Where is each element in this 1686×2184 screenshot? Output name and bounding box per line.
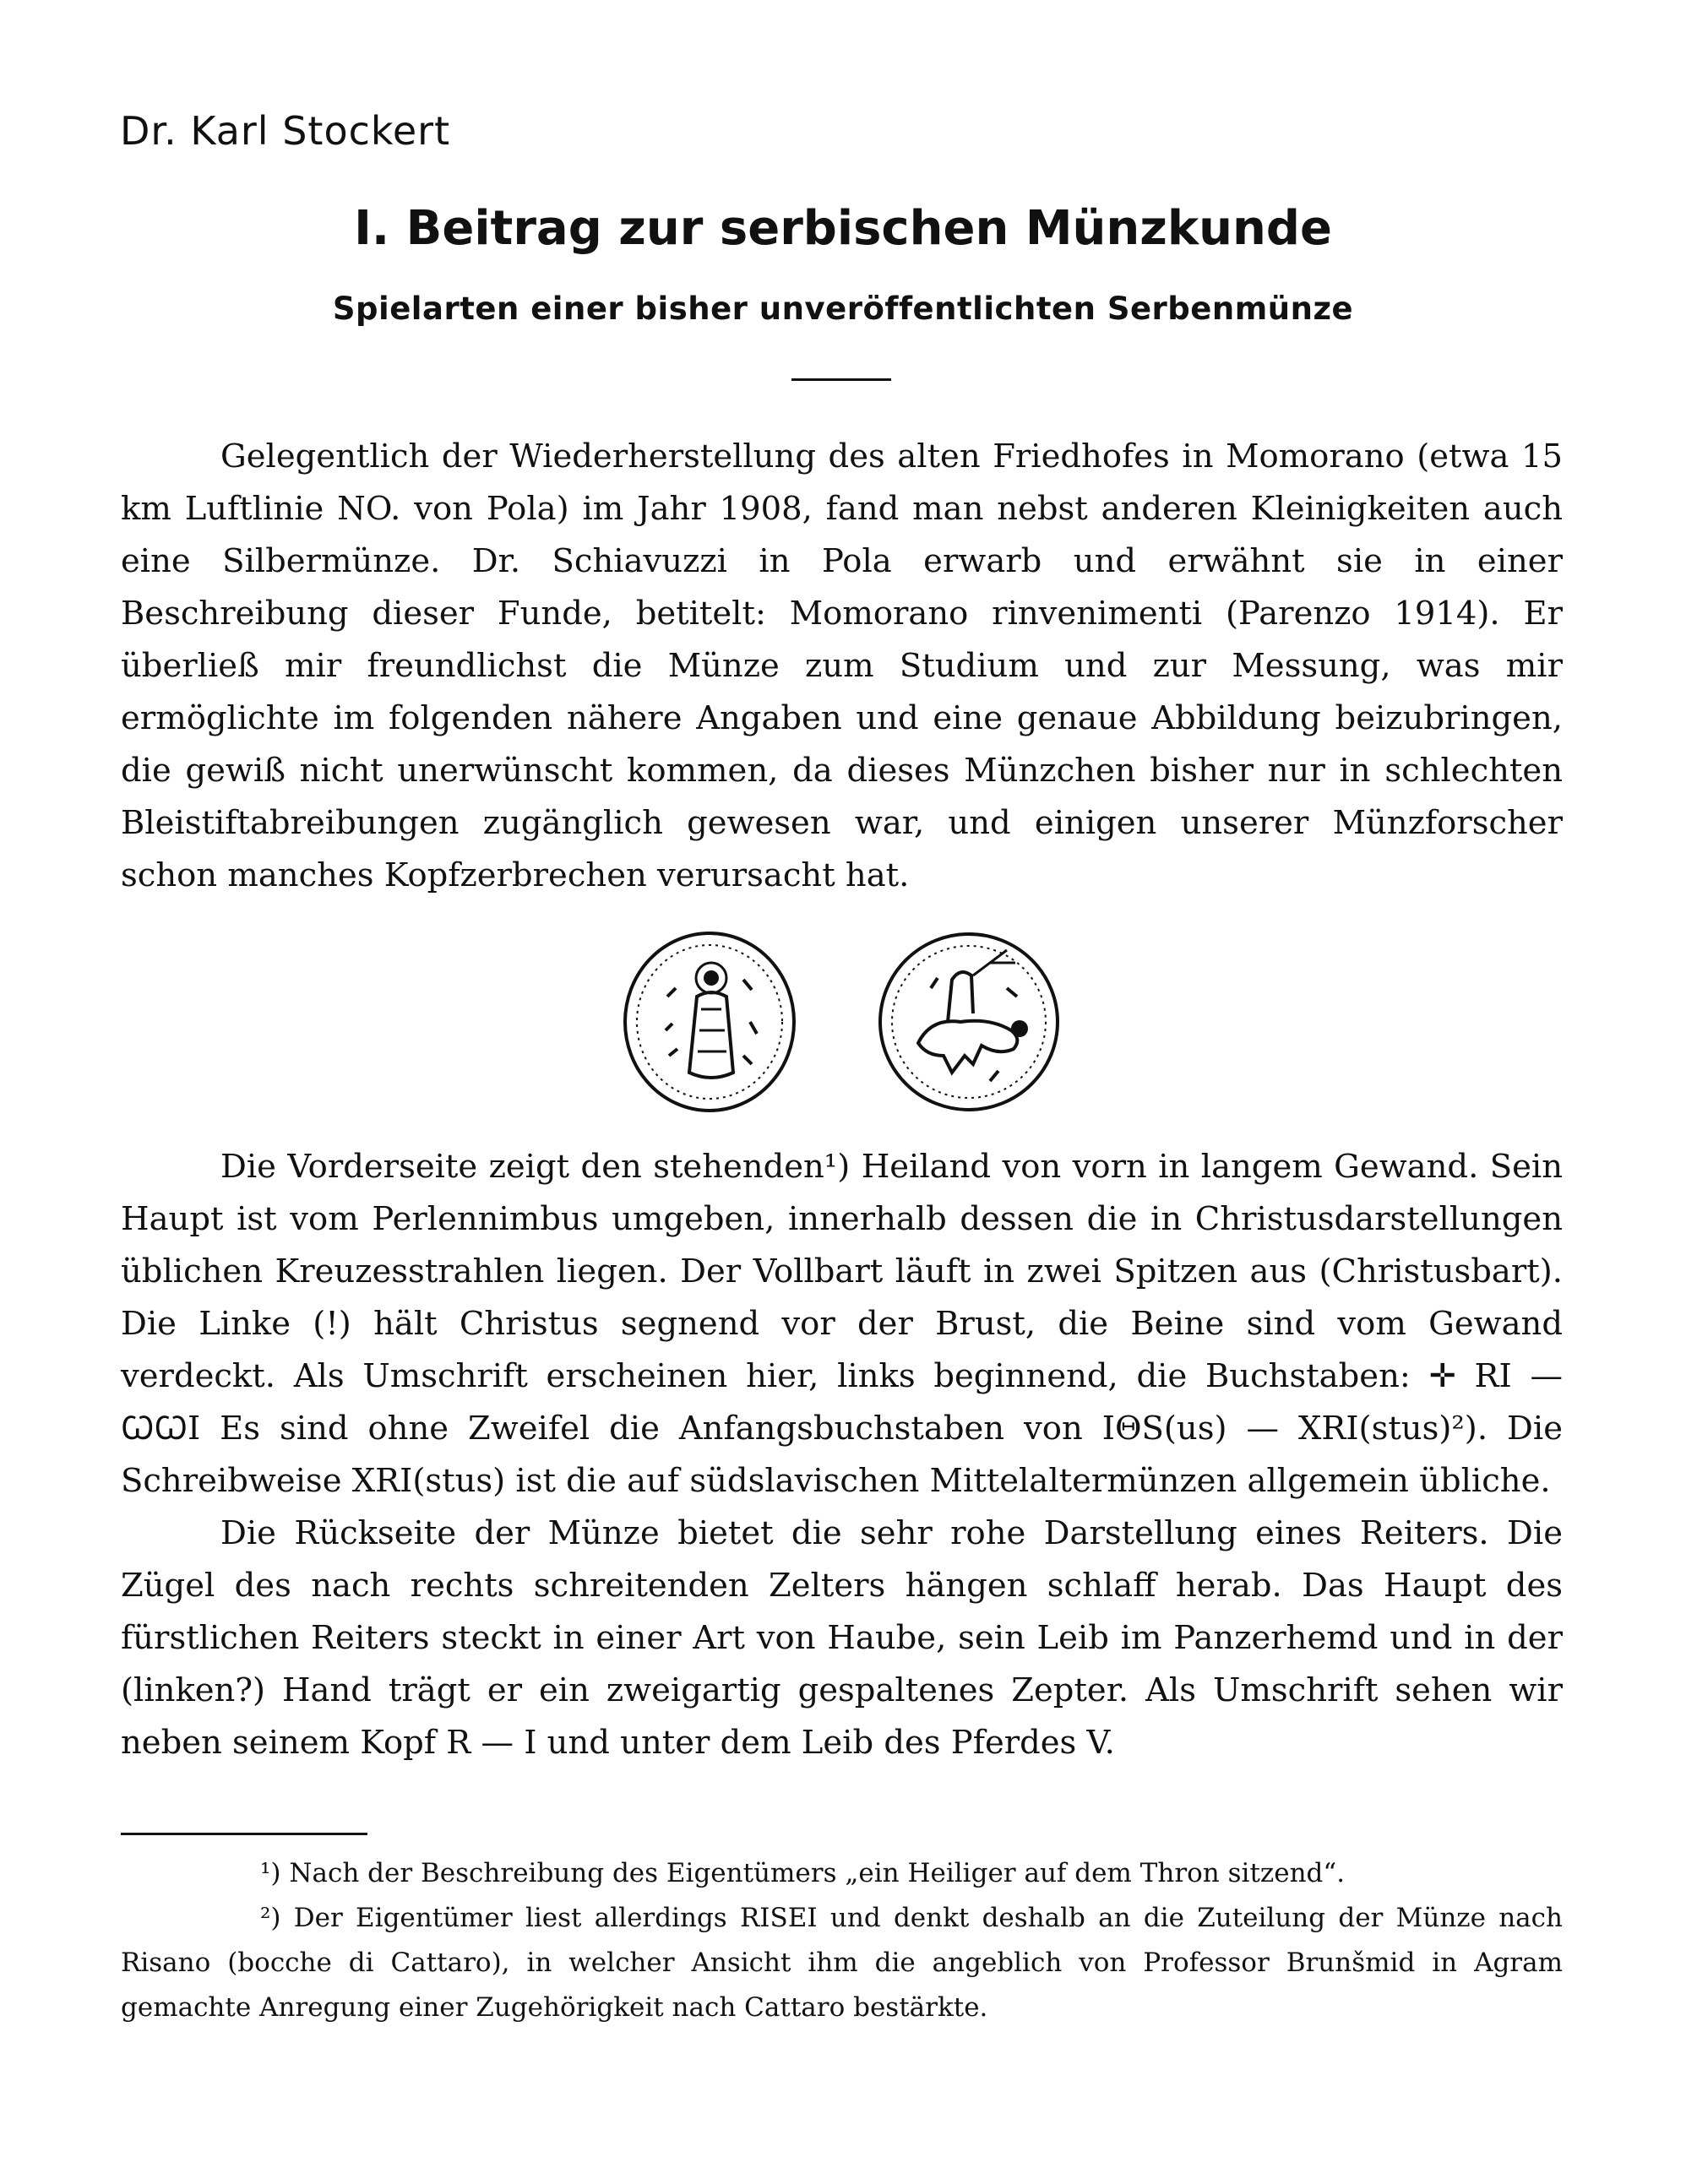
footnote-divider — [121, 1833, 367, 1835]
title-divider — [791, 378, 891, 381]
footnotes — [121, 1851, 1563, 2030]
footnote-1: ¹) Nach der Beschreibung des Eigentümers „ein Heiliger auf dem Thron sitzend“. — [260, 1858, 1346, 1888]
footnote-2: ²) Der Eigentümer liest allerdings RISEI und denkt deshalb an die Zuteilung der Münze nach Risano (bocche di Cattaro), in welcher Ansicht ihm die angeblich von Professor Brunšmid in Agram gemachte Anregung einer Zugehörigkeit nach Cattaro bestärkte. — [121, 1903, 1563, 2023]
author-name: Dr. Karl Stockert — [120, 108, 451, 154]
paragraph-1: Gelegentlich der Wiederherstellung des alten Friedhofes in Momorano (etwa 15 km Luftlinie NO. von Pola) im Jahr 1908, fand man nebst anderen Kleinigkeiten auch eine Silbermünze. Dr. Schiavuzzi in Pola erwarb und erwähnt sie in einer Beschreibung dieser Funde, betitelt: Momorano rinvenimenti (Parenzo 1914). Er überließ mir freundlichst die Münze zum Studium und zur Messung, was mir ermöglichte im folgenden nähere Angaben und eine genaue Abbildung beizubringen, die gewiß nicht unerwünscht kommen, da dieses Münzchen bisher nur in schlechten Bleistiftabreibungen zugänglich gewesen war, und einigen unserer Münzforscher schon manches Kopfzerbrechen verursacht hat. — [121, 437, 1563, 894]
coin-obverse-image — [617, 929, 802, 1115]
body-section-1 — [121, 431, 1563, 902]
coin-illustration — [583, 929, 1107, 1123]
coin-reverse-image — [872, 929, 1066, 1115]
paragraph-3: Die Rückseite der Münze bietet die sehr rohe Darstellung eines Reiters. Die Zügel des nach rechts schreitenden Zelters hängen schlaff herab. Das Haupt des fürstlichen Reiters steckt in einer Art von Haube, sein Leib im Panzerhemd und in der (linken?) Hand trägt er ein zweigartig gespaltenes Zepter. Als Umschrift sehen wir neben seinem Kopf R — I und unter dem Leib des Pferdes V. — [121, 1514, 1563, 1762]
article-subtitle: Spielarten einer bisher unveröffentlichten Serbenmünze — [332, 291, 1354, 327]
paragraph-2: Die Vorderseite zeigt den stehenden¹) Heiland von vorn in langem Gewand. Sein Haupt ist vom Perlennimbus umgeben, innerhalb dessen die in Christusdarstellungen üblichen Kreuzesstrahlen liegen. Der Vollbart läuft in zwei Spitzen aus (Christusbart). Die Linke (!) hält Christus segnend vor der Brust, die Beine sind vom Gewand verdeckt. Als Umschrift erscheinen hier, links beginnend, die Buchstaben: ✛ RI — ꞶꞶI Es sind ohne Zweifel die Anfangsbuchstaben von IΘS(us) — XRI(stus)²). Die Schreibweise XRI(stus) ist die auf südslavischen Mittelaltermünzen allgemein übliche. — [121, 1148, 1563, 1500]
body-section-2 — [121, 1141, 1563, 1769]
article-title: I. Beitrag zur serbischen Münzkunde — [354, 201, 1332, 256]
